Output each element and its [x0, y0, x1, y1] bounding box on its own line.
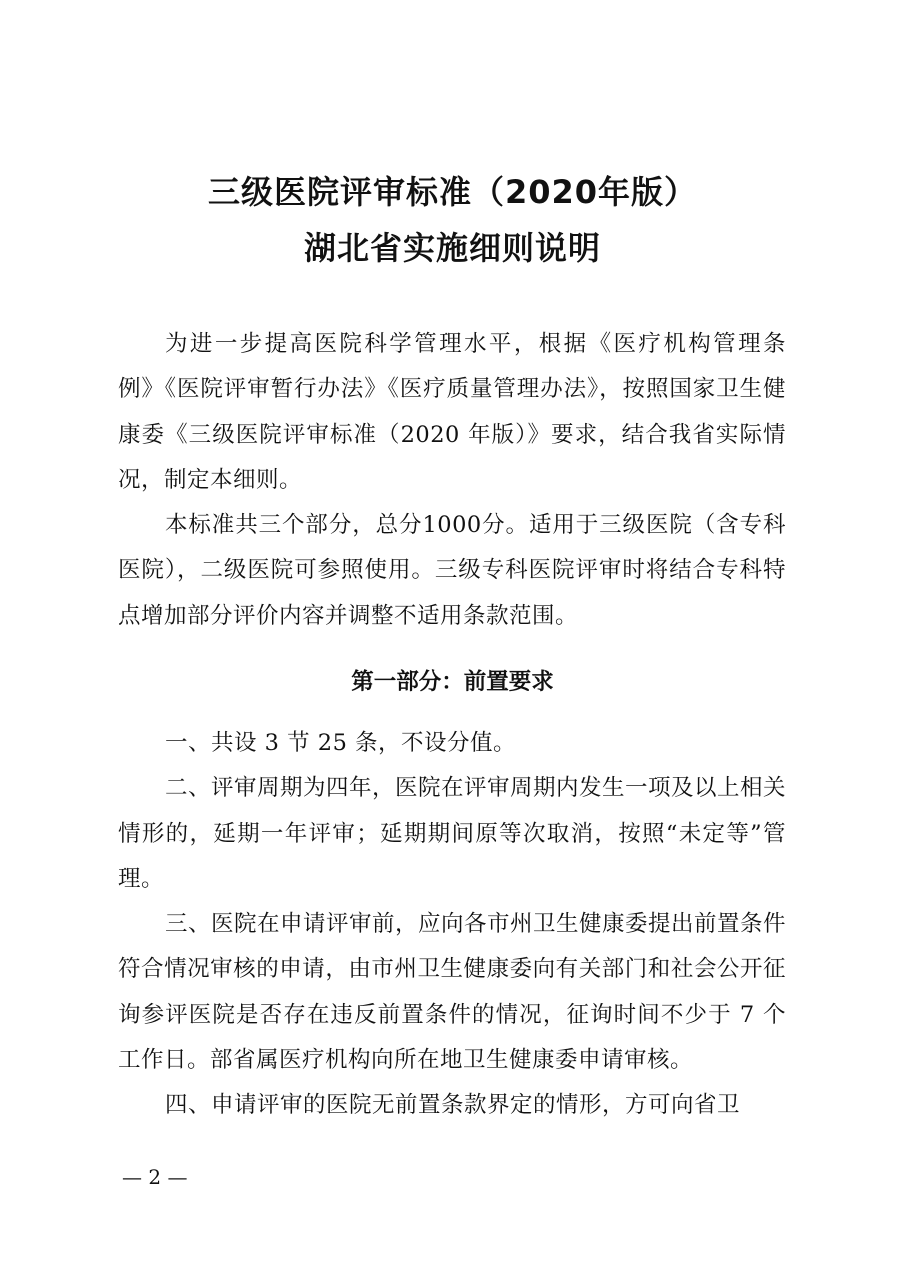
requirements-list: [118, 721, 786, 1129]
page-number: — 2 —: [122, 1165, 188, 1189]
list-item: 二、评审周期为四年，医院在评审周期内发生一项及以上相关情形的，延期一年评审；延期期间原等次取消，按照“未定等”管理。: [118, 775, 787, 892]
list-item: 一、共设 3 节 25 条，不设分值。: [165, 730, 517, 756]
scope-paragraph: 本标准共三个部分，总分1000分。适用于三级医院（含专科医院），二级医院可参照使用。三级专科医院评审时将结合专科特点增加部分评价内容并调整不适用条款范围。: [118, 512, 786, 629]
document-title-line1: 三级医院评审标准（2020年版）: [207, 173, 698, 211]
intro-section: [118, 322, 786, 503]
document-title-line2: 湖北省实施细则说明: [303, 229, 601, 267]
list-item: 三、医院在申请评审前，应向各市州卫生健康委提出前置条件符合情况审核的申请，由市州卫生健康委向有关部门和社会公开征询参评医院是否存在违反前置条件的情况，征询时间不少于 7 个工作日。部省属医疗机构向所在地卫生健康委申请审核。: [118, 911, 787, 1074]
intro-paragraph: 为进一步提高医院科学管理水平，根据《医疗机构管理条例》《医院评审暂行办法》《医疗质量管理办法》，按照国家卫生健康委《三级医院评审标准（2020 年版）》要求，结合我省实际情况，制定本细则。: [118, 331, 786, 493]
section-heading: 第一部分：前置要求: [351, 669, 554, 695]
list-item: 四、申请评审的医院无前置条款界定的情形，方可向省卫: [165, 1092, 741, 1119]
scope-section: [118, 503, 786, 639]
